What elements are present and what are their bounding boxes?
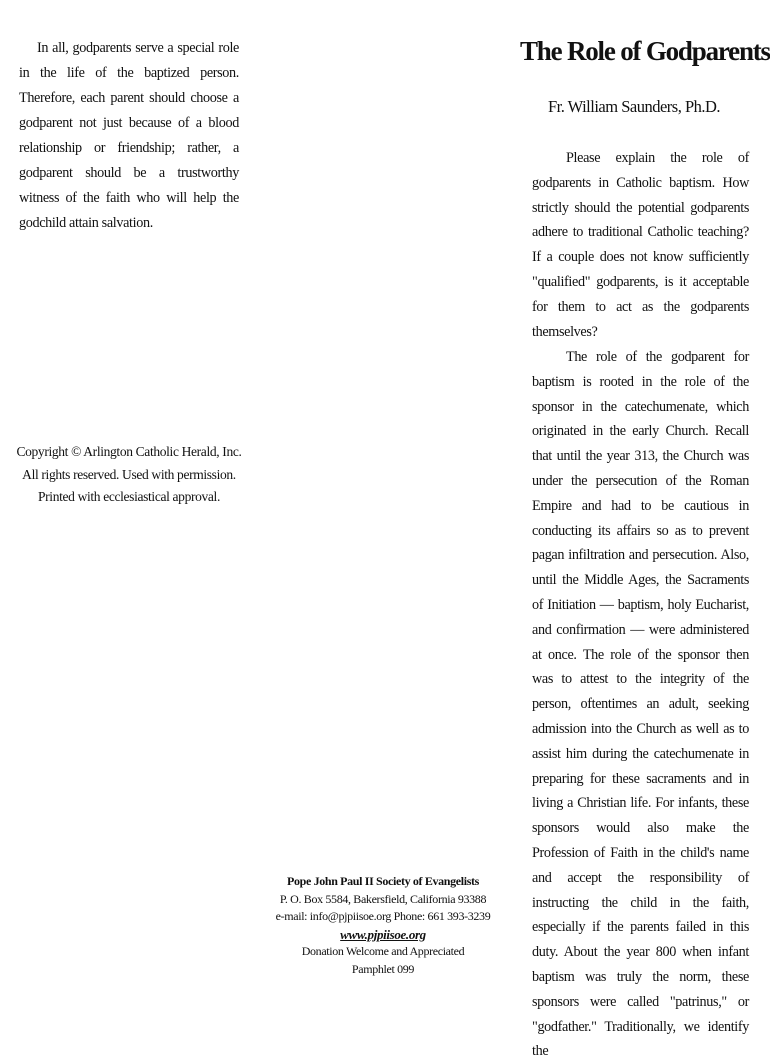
copyright-line-1: Copyright © Arlington Catholic Herald, Inc. xyxy=(16,444,242,459)
copyright-notice xyxy=(10,441,248,509)
publisher-block xyxy=(266,873,500,978)
pamphlet-number: Pamphlet 099 xyxy=(351,961,415,976)
publisher-address: P. O. Box 5584, Bakersfield, California 93388 xyxy=(279,891,487,906)
page-title: The Role of Godparents xyxy=(520,36,770,66)
closing-paragraph: In all, godparents serve a special role in the life of the baptized person. Therefore, each parent should choose a godparent not just because of a blood relationship or friendship; rather, a godparent should be a trustworthy witness of the faith who will help the godchild attain salvation. xyxy=(19,40,239,231)
author-byline: Fr. William Saunders, Ph.D. xyxy=(547,97,721,116)
publisher-contact: e-mail: info@pjpiisoe.org Phone: 661 393-3239 xyxy=(275,909,491,923)
copyright-line-2: All rights reserved. Used with permission. xyxy=(22,466,236,482)
publisher-name: Pope John Paul II Society of Evangelists xyxy=(286,874,480,888)
copyright-line-3: Printed with ecclesiastical approval. xyxy=(38,489,220,504)
website-link[interactable]: www.pjpiisoe.org xyxy=(340,926,426,942)
answer-paragraph: The role of the godparent for baptism is rooted in the role of the sponsor in the catechumenate, which originated in the early Church. Recall that until the year 313, the Church was under the persecution of the Roman Empire and had to be cautious in conducting its affairs so as to prevent pagan infiltration and persecution. Also, until the Middle Ages, the Sacraments of Initiation — baptism, holy Eucharist, and confirmation — were administered at once. The role of the sponsor then was to attest to the integrity of the person, oftentimes an adult, seeking admission into the Church as well as to assist him during the catechumenate in preparing for these sacraments and in living a Christian life. For infants, these sponsors would also make the Profession of Faith in the child's name and accept the responsibility of instructing the child in the faith, especially if the parents failed in this duty. About the year 800 when infant baptism was truly the norm, these sponsors were called "patrinus," or "godfather." Traditionally, we identify the xyxy=(532,349,749,1060)
question-paragraph: Please explain the role of godparents in Catholic baptism. How strictly should the potential godparents adhere to traditional Catholic teaching? If a couple does not know sufficiently "qualified" godparents, is it acceptable for them to act as the godparents themselves? xyxy=(532,150,749,340)
donation-note: Donation Welcome and Appreciated xyxy=(301,944,465,958)
